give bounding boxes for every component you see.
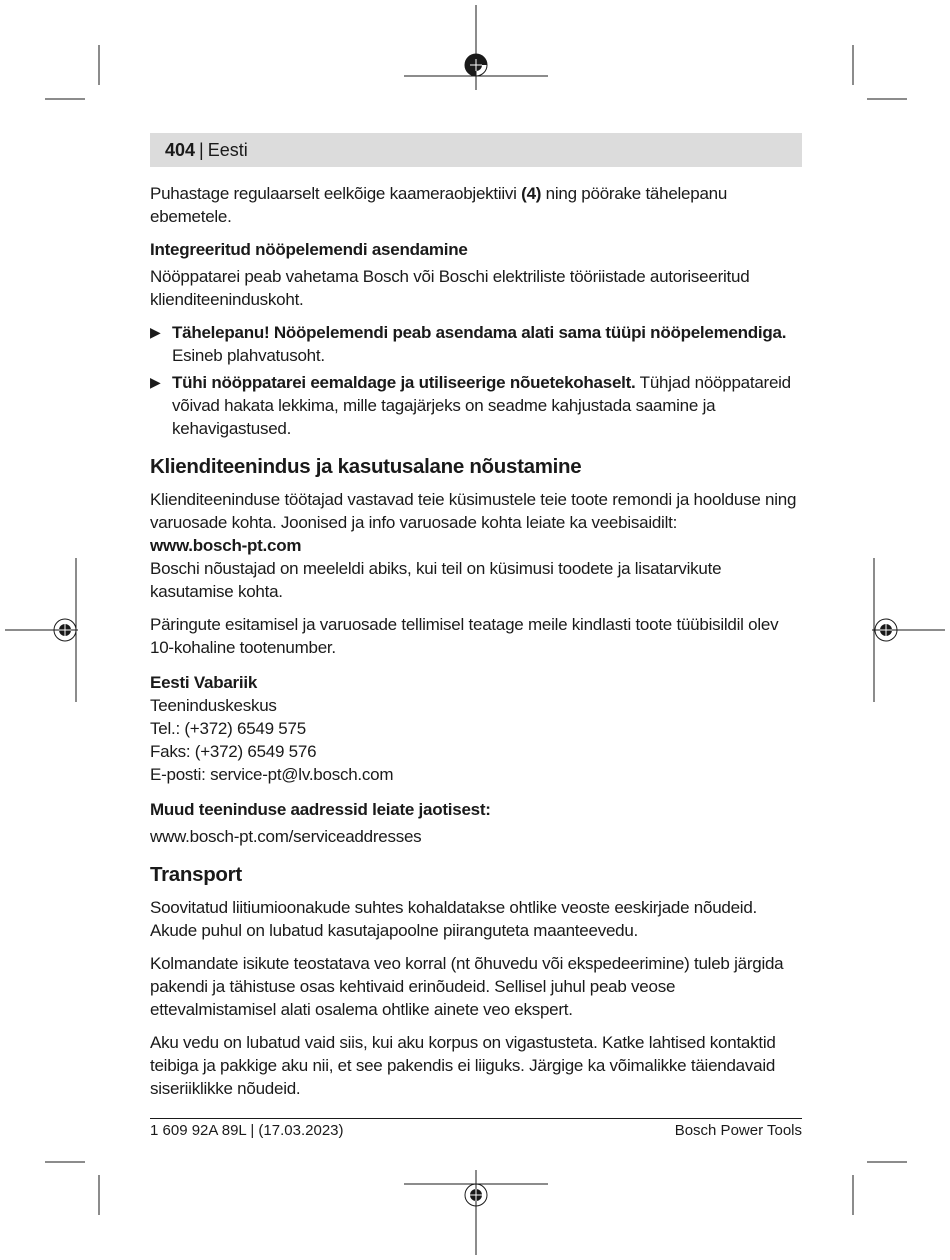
contact-line: E-posti: service-pt@lv.bosch.com — [150, 765, 394, 784]
page-content — [150, 182, 802, 1110]
country-name: Eesti Vabariik — [150, 673, 258, 692]
service-paragraph-2: Boschi nõustajad on meeleldi abiks, kui teil on küsimusi toodete ja lisatarvikute kasutamise kohta. — [150, 559, 722, 601]
page-header — [150, 133, 802, 167]
contact-line: Faks: (+372) 6549 576 — [150, 742, 317, 761]
transport-paragraph-2: Kolmandate isikute teostatava veo korral (nt õhuvedu või ekspedeerimine) tuleb järgida pakendi ja tähistuse osas kehtivaid erinõudeid. Sellisel juhul peab veose ettevalmistamisel alati osalema ohtlike ainete veo ekspert. — [150, 954, 784, 1019]
service-website: www.bosch-pt.com — [150, 536, 302, 555]
transport-heading: Transport — [150, 863, 242, 886]
arrow-icon: ▶ — [150, 374, 161, 390]
footer-document-id: 1 609 92A 89L | (17.03.2023) — [150, 1122, 344, 1139]
service-paragraph-1: Klienditeeninduse töötajad vastavad teie küsimustele teie toote remondi ja hoolduse ning varuosade kohta. Joonised ja info varuosade kohta leiate ka veebisaidilt: — [150, 490, 797, 532]
more-addresses-heading: Muud teeninduse aadressid leiate jaotisest: — [150, 800, 491, 819]
warning-text: Tühjad nööppatareid võivad hakata lekkima, mille tagajärjeks on seadme kahjustada saamine ja kehavigastused. — [172, 373, 791, 438]
battery-body: Nööppatarei peab vahetama Bosch või Boschi elektriliste tööriistade autoriseeritud klienditeeninduskoht. — [150, 267, 750, 309]
contact-line: Teeninduskeskus — [150, 696, 277, 715]
header-separator: | — [199, 139, 204, 160]
service-paragraph-3: Päringute esitamisel ja varuosade tellimisel teatage meile kindlasti toote tüübisildil olev 10-kohaline tootenumber. — [150, 615, 779, 657]
warning-bold: Tähelepanu! Nööpelemendi peab asendama alati sama tüüpi nööpelemendiga. — [172, 323, 787, 342]
more-addresses-url: www.bosch-pt.com/serviceaddresses — [150, 827, 422, 846]
page-number: 404 — [165, 139, 196, 160]
transport-paragraph-1: Soovitatud liitiumioonakude suhtes kohaldatakse ohtlike veoste eeskirjade nõudeid. Akude puhul on lubatud kasutajapoolne piiranguteta maanteevedu. — [150, 898, 758, 940]
warning-item — [150, 371, 802, 440]
intro-text-end: ning pöörake tähelepanu ebemetele. — [150, 184, 728, 226]
warning-text: Esineb plahvatusoht. — [172, 346, 325, 365]
arrow-icon: ▶ — [150, 324, 161, 340]
header-language: Eesti — [207, 139, 248, 160]
warning-bold: Tühi nööppatarei eemaldage ja utiliseerige nõuetekohaselt. — [172, 373, 636, 392]
service-heading: Klienditeenindus ja kasutusalane nõustamine — [150, 455, 582, 478]
warning-list — [150, 321, 802, 440]
transport-paragraph-3: Aku vedu on lubatud vaid siis, kui aku korpus on vigastusteta. Katke lahtised kontaktid teibiga ja pakkige aku nii, et see pakendis ei liiguks. Järgige ka võimalikke täiendavaid siseriiklikke nõudeid. — [150, 1033, 776, 1098]
warning-item — [150, 321, 802, 367]
figure-reference: (4) — [521, 184, 542, 203]
intro-text: Puhastage regulaarselt eelkõige kaameraobjektiivi — [150, 184, 522, 203]
intro-paragraph — [150, 182, 802, 228]
contact-line: Tel.: (+372) 6549 575 — [150, 719, 306, 738]
battery-heading: Integreeritud nööpelemendi asendamine — [150, 240, 468, 259]
page-footer — [150, 1118, 802, 1141]
footer-brand: Bosch Power Tools — [674, 1122, 802, 1139]
contact-block — [150, 671, 802, 786]
